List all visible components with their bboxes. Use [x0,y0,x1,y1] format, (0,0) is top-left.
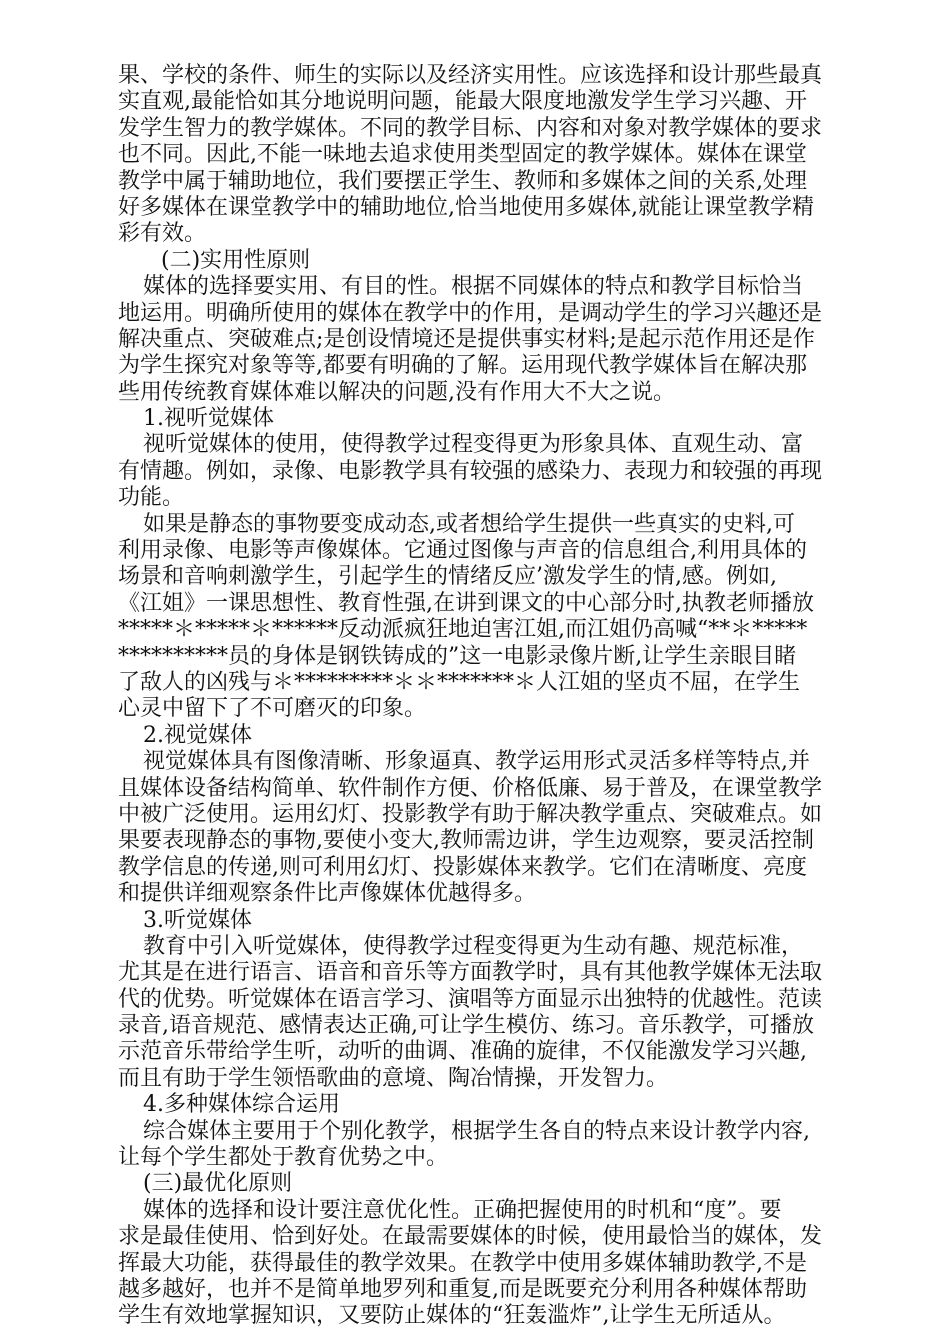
text-line: 好多媒体在课堂教学中的辅助地位,恰当地使用多媒体,就能让课堂教学精 [118,194,814,220]
text-line: 视听觉媒体的使用，使得教学过程变得更为形象具体、直观生动、富 [143,432,804,458]
text-line: *****＊*****＊******反动派疯狂地迫害江姐,而江姐仍高喊“**＊***** [118,617,808,643]
text-line: 如果是静态的事物要变成动态,或者想给学生提供一些真实的史料,可 [143,511,795,537]
document-body [118,63,840,1330]
text-line: (三)最优化原则 [143,1171,293,1197]
text-line: 果要表现静态的事物,要使小变大,教师需边讲，学生边观察，要灵活控制 [118,828,814,854]
text-line: 功能。 [118,485,185,511]
text-line: 且媒体设备结构简单、软件制作方便、价格低廉、易于普及，在课堂教学 [118,775,823,801]
text-line: 教学中属于辅助地位，我们要摆正学生、教师和多媒体之间的关系,处理 [118,168,807,194]
text-line: 媒体的选择和设计要注意优化性。正确把握使用的时机和“度”。要 [143,1197,782,1223]
text-line: 也不同。因此,不能一味地去追求使用类型固定的教学媒体。媒体在课堂 [118,142,807,168]
text-line: 挥最大功能，获得最佳的教学效果。在教学中使用多媒体辅助教学,不是 [118,1250,807,1276]
text-line: 利用录像、电影等声像媒体。它通过图像与声音的信息组合,利用具体的 [118,538,807,564]
text-line: 中被广泛使用。运用幻灯、投影教学有助于解决教学重点、突破难点。如 [118,801,823,827]
text-line: 教育中引入听觉媒体，使得教学过程变得更为生动有趣、规范标准， [143,933,804,959]
text-line: 为学生探究对象等等,都要有明确的了解。运用现代教学媒体旨在解决那 [118,353,807,379]
text-line: 《江姐》一课思想性、教育性强,在讲到课文的中心部分时,执教老师播放 [118,590,814,616]
text-line: 录音,语音规范、感情表达正确,可让学生模仿、练习。音乐教学，可播放 [118,1013,814,1039]
text-line: 解决重点、突破难点;是创设情境还是提供事实材料;是起示范作用还是作 [118,326,815,352]
text-line: 而且有助于学生领悟歌曲的意境、陶冶情操，开发智力。 [118,1065,669,1091]
text-line: 代的优势。听觉媒体在语言学习、演唱等方面显示出独特的优越性。范读 [118,986,823,1012]
text-line: 教学信息的传递,则可利用幻灯、投影媒体来教学。它们在清晰度、亮度 [118,854,807,880]
text-line: 1.视听觉媒体 [143,406,274,432]
text-line: 视觉媒体具有图像清晰、形象逼真、教学运用形式灵活多样等特点,并 [143,749,810,775]
text-line: 越多越好，也并不是简单地罗列和重复,而是既要充分利用各种媒体帮助 [118,1276,807,1302]
text-line: 4.多种媒体综合运用 [143,1092,340,1118]
text-line: 发学生智力的教学媒体。不同的教学目标、内容和对象对教学媒体的要求 [118,115,823,141]
text-line: 综合媒体主要用于个别化教学，根据学生各自的特点来设计教学内容, [143,1118,810,1144]
text-line: 媒体的选择要实用、有目的性。根据不同媒体的特点和教学目标恰当 [143,274,804,300]
text-line: 有情趣。例如，录像、电影教学具有较强的感染力、表现力和较强的再现 [118,458,823,484]
text-line: 彩有效。 [118,221,207,247]
text-line: 和提供详细观察条件比声像媒体优越得多。 [118,881,537,907]
text-line: 2.视觉媒体 [143,722,252,748]
text-line: 让每个学生都处于教育优势之中。 [118,1145,449,1171]
text-line: 场景和音响刺激学生，引起学生的情绪反应’激发学生的情,感。例如, [118,564,777,590]
text-line: (二)实用性原则 [161,247,311,273]
text-line: 心灵中留下了不可磨灭的印象。 [118,696,427,722]
text-line: 了敌人的凶残与＊*********＊＊*******＊人江姐的坚贞不屈，在学生 [118,669,801,695]
text-line: 求是最佳使用、恰到好处。在最需要媒体的时候，使用最恰当的媒体，发 [118,1224,823,1250]
text-line: 些用传统教育媒体难以解决的问题,没有作用大不大之说。 [118,379,675,405]
text-line: 学生有效地掌握知识，又要防止媒体的“狂轰滥炸”,让学生无所适从。 [118,1303,786,1329]
text-line: 实直观,最能恰如其分地说明问题，能最大限度地激发学生学习兴趣、开 [118,89,807,115]
text-line: 尤其是在进行语言、语音和音乐等方面教学时，具有其他教学媒体无法取 [118,960,823,986]
text-line: 3.听觉媒体 [143,907,252,933]
text-line: 地运用。明确所使用的媒体在教学中的作用，是调动学生的学习兴趣还是 [118,300,823,326]
text-line: **********员的身体是钢铁铸成的”这一电影录像片断,让学生亲眼目睹 [118,643,797,669]
text-line: 示范音乐带给学生听，动听的曲调、准确的旋律，不仅能激发学习兴趣, [118,1039,807,1065]
text-line: 果、学校的条件、师生的实际以及经济实用性。应该选择和设计那些最真 [118,63,823,88]
